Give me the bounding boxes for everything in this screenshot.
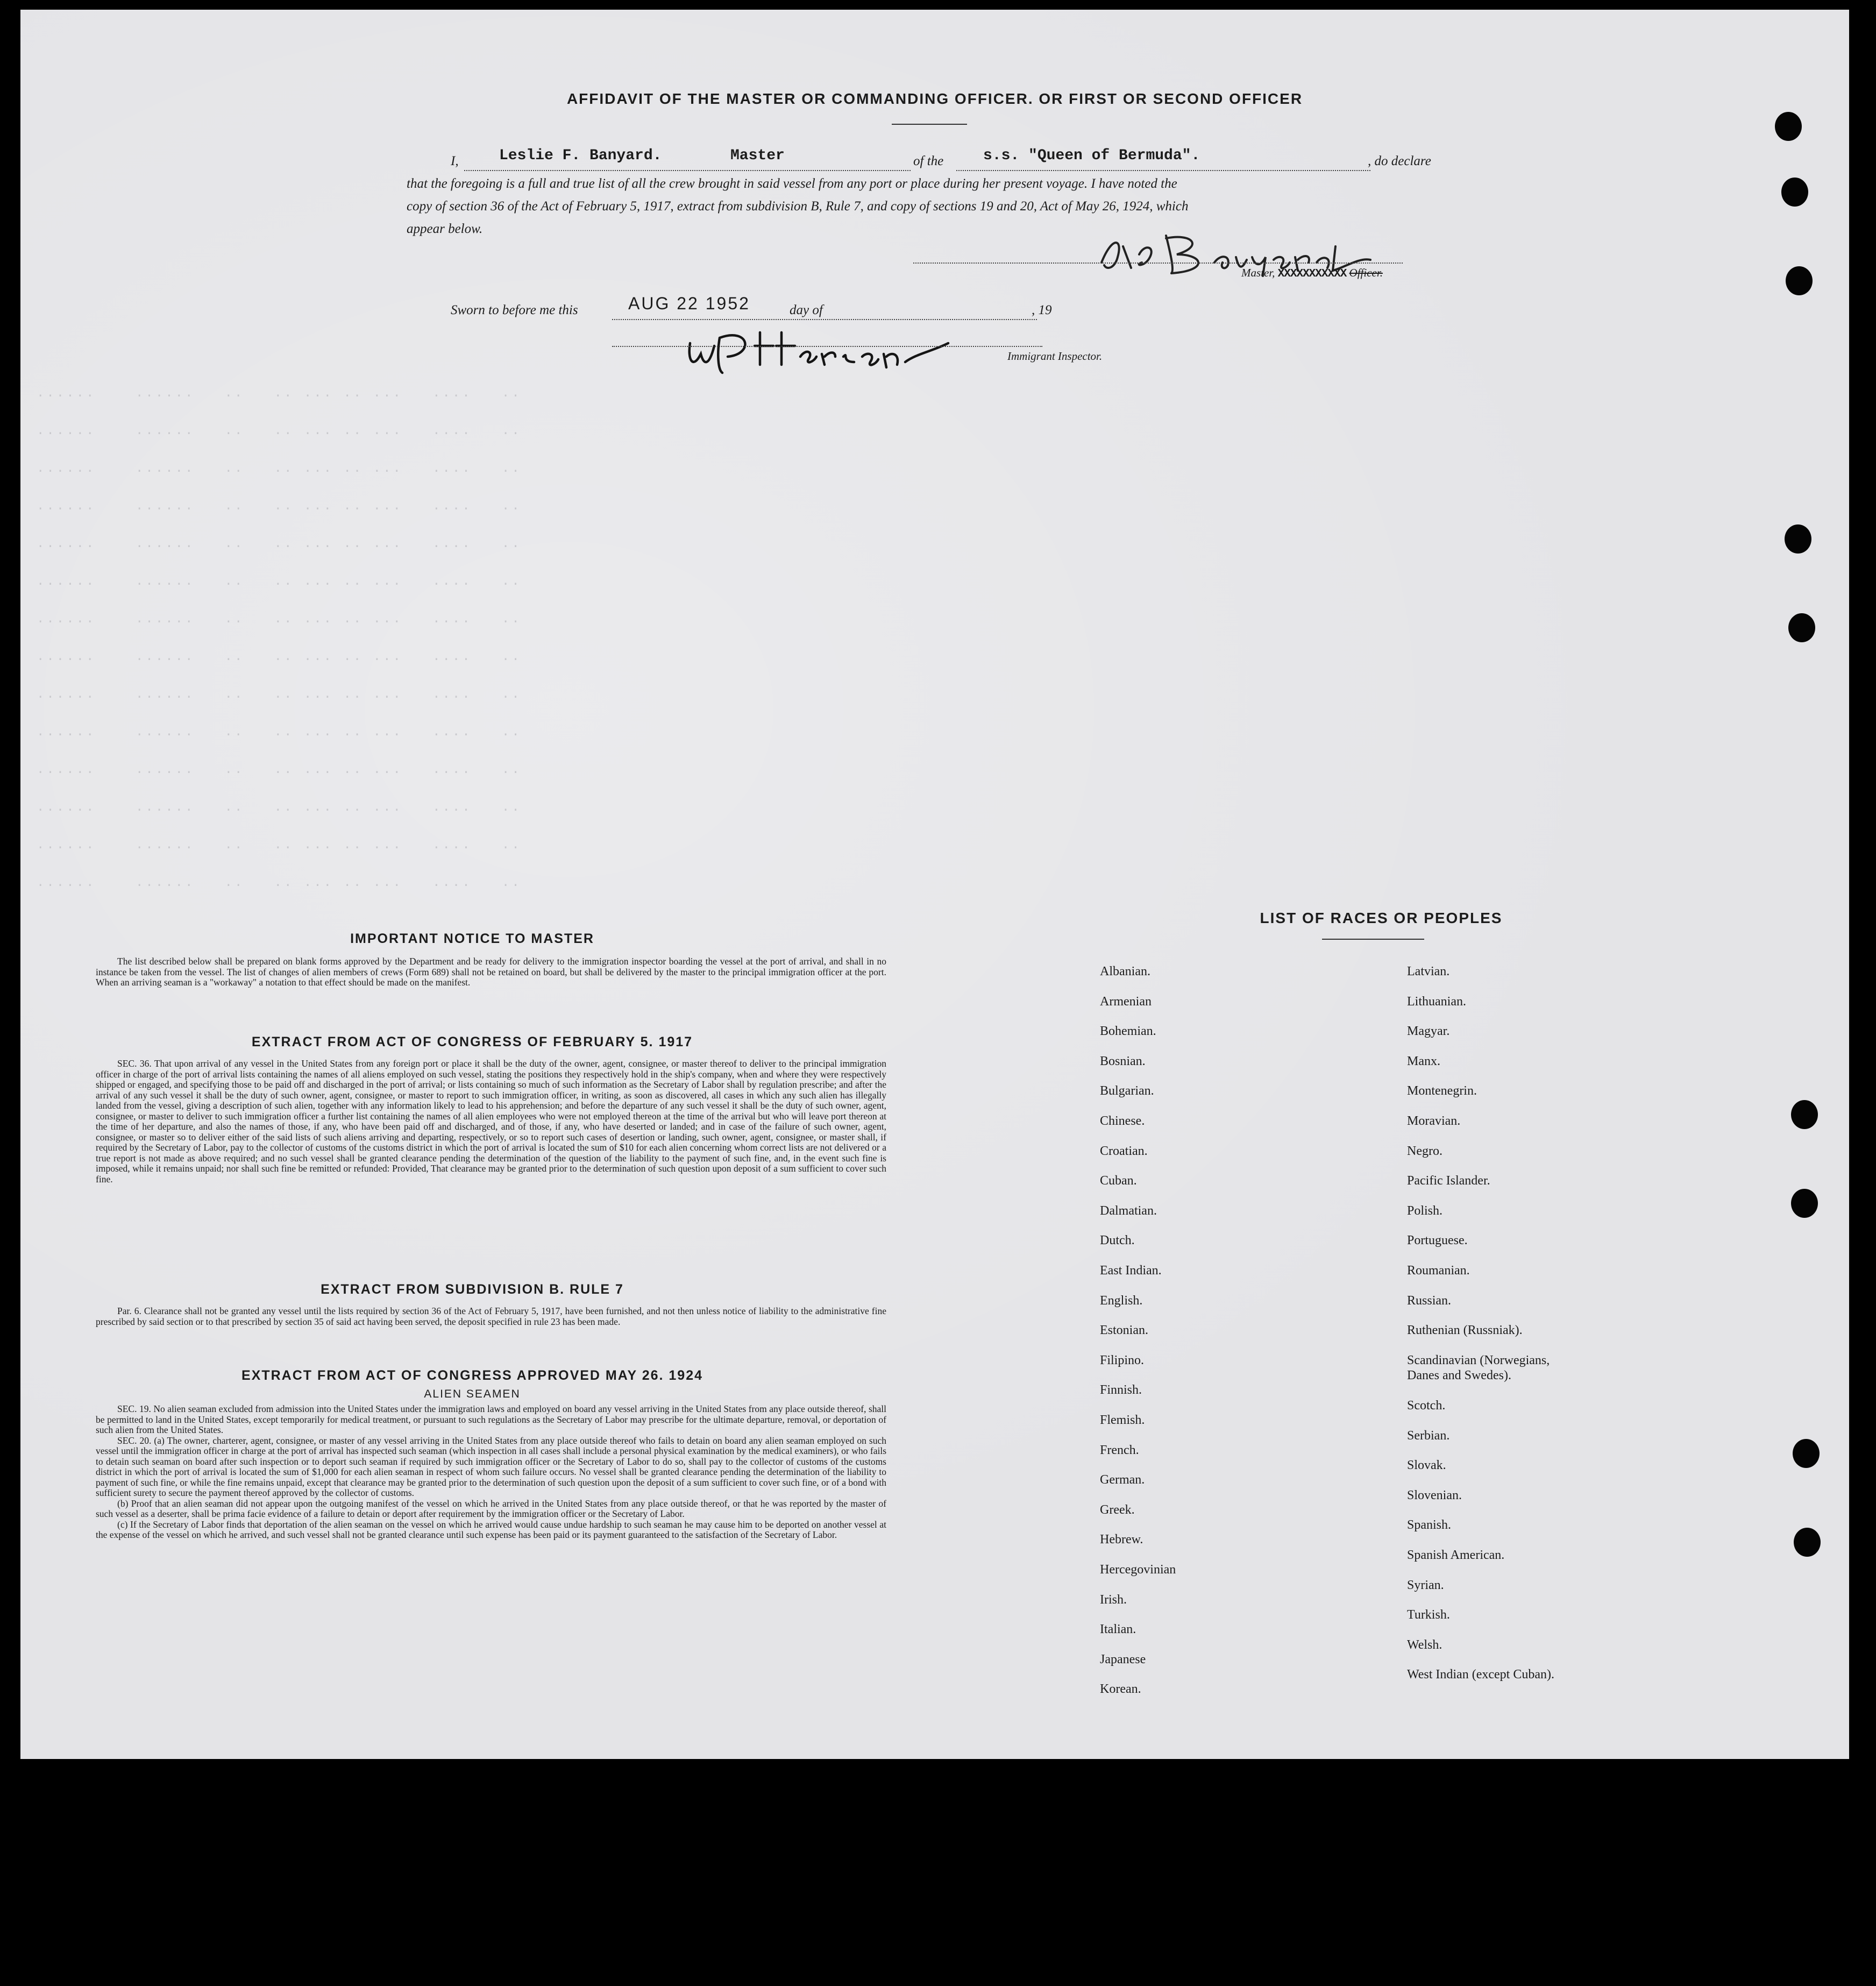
master-caption bbox=[1241, 266, 1383, 280]
punch-hole bbox=[1786, 266, 1813, 295]
race-item: Turkish. bbox=[1407, 1608, 1450, 1622]
master-signature-line bbox=[913, 263, 1403, 264]
race-item: Bosnian. bbox=[1100, 1054, 1146, 1068]
race-item: Japanese bbox=[1100, 1652, 1146, 1666]
master-caption-strike: XXXXXXXXXXX bbox=[1277, 268, 1347, 280]
race-item: Italian. bbox=[1100, 1622, 1136, 1637]
notice-title: IMPORTANT NOTICE TO MASTER bbox=[350, 931, 594, 946]
punch-hole bbox=[1791, 1100, 1818, 1129]
nineteen-label: , 19 bbox=[1032, 303, 1052, 317]
affidavit-i-prefix: I, bbox=[451, 154, 459, 168]
day-of-label: day of bbox=[790, 303, 823, 317]
race-item: Albanian. bbox=[1100, 964, 1150, 978]
notice-text: The list described below shall be prepared on blank forms approved by the Department and be ready for delivery to the immigration inspector boarding the vessel at the port of arrival, and shall in no instance be taken from the vessel. The list of changes of alien members of crews (Form 689) shall not be retained on board, but shall be delivered by the master to the principal immigration officer at the port. When an arriving seaman is a "workaway" a notation to that effect should be made on the manifest. bbox=[96, 956, 886, 988]
punch-hole bbox=[1775, 112, 1802, 141]
race-item: Negro. bbox=[1407, 1144, 1442, 1158]
master-caption-end: Officer. bbox=[1349, 266, 1383, 279]
extract-rule7-text: Par. 6. Clearance shall not be granted any vessel until the lists required by section 36 of the Act of February 5, 1917, have been furnished, and not then unless notice of liability to the administrative fine prescribed by said section or to that prescribed by section 35 of said act having been served, the deposit specified in rule 23 has been made. bbox=[96, 1306, 886, 1327]
punch-hole bbox=[1794, 1528, 1821, 1557]
sworn-line bbox=[612, 319, 1037, 320]
punch-hole bbox=[1793, 1439, 1820, 1468]
punch-hole bbox=[1785, 524, 1811, 554]
sec-20c-text: (c) If the Secretary of Labor finds that deportation of the alien seaman on the vessel on which he arrived would cause undue hardship to such seaman he may cause him to be deported on another vessel at the expense of the vessel on which he arrived, and such vessel shall not be granted clearance until such expense has been paid or its payment guaranteed to the satisfaction of the Secretary of Labor. bbox=[96, 1519, 886, 1540]
races-title-underline bbox=[1322, 939, 1424, 940]
extract-1924-subtitle: ALIEN SEAMEN bbox=[424, 1388, 521, 1400]
race-item: Moravian. bbox=[1407, 1114, 1461, 1128]
inspector-signature bbox=[679, 322, 970, 381]
race-item: Pacific Islander. bbox=[1407, 1174, 1490, 1188]
race-item: Serbian. bbox=[1407, 1428, 1450, 1443]
race-item: Korean. bbox=[1100, 1682, 1141, 1697]
race-item: Ruthenian (Russniak). bbox=[1407, 1323, 1523, 1338]
race-item: Manx. bbox=[1407, 1054, 1440, 1068]
race-item: Spanish. bbox=[1407, 1518, 1452, 1533]
race-item: Irish. bbox=[1100, 1592, 1127, 1607]
race-item: Roumanian. bbox=[1407, 1264, 1470, 1278]
extract-1917-title: EXTRACT FROM ACT OF CONGRESS OF FEBRUARY 5. 1917 bbox=[251, 1034, 693, 1049]
race-item: Polish. bbox=[1407, 1203, 1443, 1218]
race-item: Magyar. bbox=[1407, 1024, 1450, 1039]
races-title: LIST OF RACES OR PEOPLES bbox=[1260, 910, 1503, 926]
race-item: Slovak. bbox=[1407, 1458, 1446, 1473]
punch-hole bbox=[1781, 178, 1808, 207]
race-item: French. bbox=[1100, 1443, 1139, 1457]
date-stamp: AUG 22 1952 bbox=[628, 294, 750, 313]
race-item: West Indian (except Cuban). bbox=[1407, 1668, 1554, 1682]
race-item: Danes and Swedes). bbox=[1407, 1368, 1511, 1383]
race-item: Finnish. bbox=[1100, 1383, 1142, 1398]
title-underline bbox=[892, 124, 967, 125]
inspector-line bbox=[612, 346, 1042, 347]
master-name: Leslie F. Banyard. bbox=[499, 147, 662, 164]
race-item: Montenegrin. bbox=[1407, 1084, 1477, 1098]
name-line bbox=[464, 170, 911, 171]
race-item: Croatian. bbox=[1100, 1144, 1148, 1158]
race-item: Cuban. bbox=[1100, 1174, 1137, 1188]
master-caption-start: Master, bbox=[1241, 266, 1275, 279]
race-item: Portuguese. bbox=[1407, 1233, 1468, 1248]
sworn-label: Sworn to before me this bbox=[451, 303, 578, 317]
sec-19-text: SEC. 19. No alien seaman excluded from admission into the United States under the immigration laws and employed on board any vessel arriving in the United States from any place outside thereof, shall be permitted to land in the United States, except temporarily for medical treatment, or pursuant to such regulations as the Secretary of Labor may prescribe for the ultimate departure, removal, or deportation of such alien from the United States. bbox=[96, 1403, 886, 1435]
affidavit-body-line-2: copy of section 36 of the Act of February 5, 1917, extract from subdivision B, Rule 7, and copy of sections 19 and 20, Act of May 26, 1924, which bbox=[407, 199, 1189, 214]
do-declare-label: , do declare bbox=[1368, 154, 1431, 168]
race-item: Latvian. bbox=[1407, 964, 1450, 978]
race-item: Greek. bbox=[1100, 1502, 1135, 1517]
race-item: German. bbox=[1100, 1473, 1145, 1487]
race-item: East Indian. bbox=[1100, 1264, 1162, 1278]
race-item: English. bbox=[1100, 1293, 1143, 1308]
race-item: Filipino. bbox=[1100, 1353, 1145, 1367]
sec-20b-text: (b) Proof that an alien seaman did not appear upon the outgoing manifest of the vessel on which he arrived in the United States from any place outside thereof, or that he was reported by the master of such vessel as a deserter, shall be prima facie evidence of a failure to detain or deport after requirement by the immigration officer or the Secretary of Labor. bbox=[96, 1498, 886, 1519]
sec-20a-text: SEC. 20. (a) The owner, charterer, agent, consignee, or master of any vessel arriving in the United States from any place outside thereof who fails to detain on board any alien seaman employed on such vessel until the immigration officer in charge at the port of arrival has inspected such seaman (which inspection in all cases shall include a personal physical examination by the medical examiners), or who fails to detain such seaman on board after such inspection or to deport such seaman if required by such immigration officer or the Secretary of Labor to do so, shall pay to the collector of customs of the customs district in which the port of arrival is located the sum of $1,000 for each alien seaman in respect of whom such failure occurs. No vessel shall be granted clearance pending the determination of the liability to payment of such fine, or while the fine remains unpaid, except that clearance may be granted prior to the determination of such question upon the deposit of a sum sufficient to cover such fine, or of a bond with sufficient surety to secure the payment thereof approved by the collector of customs. bbox=[96, 1435, 886, 1498]
race-item: Welsh. bbox=[1407, 1637, 1442, 1652]
punch-hole bbox=[1791, 1189, 1818, 1218]
affidavit-title: AFFIDAVIT OF THE MASTER OR COMMANDING OFFICER. OR FIRST OR SECOND OFFICER bbox=[566, 90, 1303, 107]
race-item: Bohemian. bbox=[1100, 1024, 1156, 1039]
vessel-name: s.s. "Queen of Bermuda". bbox=[983, 147, 1200, 164]
race-item: Dutch. bbox=[1100, 1233, 1135, 1248]
extract-1917-text: SEC. 36. That upon arrival of any vessel in the United States from any foreign port or place it shall be the duty of the owner, agent, consignee, or master thereof to deliver to the principal immigration officer in charge of the port of arrival lists containing the names of all aliens employed on such vessel, stating the positions they respectively hold in the ship's company, when and where they were respectively shipped or engaged, and specifying those to be paid off and discharged in the port of arrival; or lists containing so much of such information as the Secretary of Labor shall by regulation prescribe; and after the arrival of any such vessel it shall be the duty of such owner, agent, consignee, or master to report to such immigration officer, in writing, as soon as discovered, all cases in which any such alien has illegally landed from the vessel, giving a description of such alien, together with any information likely to lead to his apprehension; and before the departure of any such vessel it shall be the duty of such owner, agent, consignee, or master to deliver to such immigration officer a further list containing the names of all alien employees who were not employed thereon at the time of the arrival but who will leave port thereon at the time of her departure, and also the names of those, if any, who have been paid off and discharged, and of those, if any, who have deserted or landed; and in case of the failure of such owner, agent, consignee, or master so to deliver either of the said lists of such aliens arriving and departing, respectively, or so to report such cases of desertion or landing, such owner, agent, consignee, or master shall, if required by the Secretary of Labor, pay to the collector of customs of the customs district in which the port of arrival is located the sum of $10 for each alien concerning whom correct lists are not delivered or a true report is not made as above required; and no such vessel shall be granted clearance pending the determination of the question of the liability to the payment of such fine, and, in the event such fine is imposed, while it remains unpaid; nor shall such fine be remitted or refunded: Provided, That clearance may be granted prior to the determination of such question upon deposit of a sum sufficient to cover such fine. bbox=[96, 1058, 886, 1184]
race-item: Hercegovinian bbox=[1100, 1563, 1176, 1577]
race-item: Dalmatian. bbox=[1100, 1203, 1157, 1218]
extract-1924-title: EXTRACT FROM ACT OF CONGRESS APPROVED MAY 26. 1924 bbox=[241, 1368, 704, 1383]
race-item: Flemish. bbox=[1100, 1413, 1145, 1427]
race-item: Estonian. bbox=[1100, 1323, 1148, 1338]
master-rank: Master bbox=[730, 147, 785, 164]
race-item: Slovenian. bbox=[1407, 1488, 1462, 1502]
vessel-line bbox=[956, 170, 1370, 171]
extract-1924-text bbox=[96, 1404, 886, 1541]
of-the-label: of the bbox=[913, 154, 944, 168]
punch-hole bbox=[1788, 613, 1815, 642]
race-item: Spanish American. bbox=[1407, 1548, 1505, 1562]
extract-rule7-title: EXTRACT FROM SUBDIVISION B. RULE 7 bbox=[321, 1282, 624, 1297]
race-item: Syrian. bbox=[1407, 1578, 1444, 1592]
race-item: Armenian bbox=[1100, 994, 1152, 1009]
document-page: ...... ...... .. .. ... .. ... .... .. ...... ...... .. .. ... .. ... .... .. ...... ...... .. .. ... .. ... .... .. ...... ...... .. .. ... .. ... .... .. ...... ...... .. .. ... .. ... .... .. ...... ...... .. .. ... .. ... .... .. ...... ...... .. .. ... .. ... .... .. ...... ...... .. .. ... .. ... .... .. ...... ...... .. .. ... .. ... .... .. ...... ...... .. .. ... .. ... .... .. ...... ...... .. .. ... .. ... .... .. ...... ...... .. .. ... .. ... .... .. ...... ...... .. .. ... .. ... .... .. ...... ...... .. .. ... .. ... .... .. AFFIDAVIT OF THE MASTER OR COMMANDING OFFICER. OR FIRST OR SECOND OFFICER I, Leslie F. Banyard. Master of the s.s. "Queen of Bermuda". , do declare that the foregoing is a full and true list of all the crew brought in said vessel from any port or place during her present voyage. I have noted the copy of section 36 of the Act of February 5, 1917, extract from subdivision B, Rule 7, and copy of sections 19 and 20, Act of May 26, 1924, which appear below. Master, XXXXXXXXXXX Officer. Sworn to before me this AUG 22 1952 day of , 19 Immigrant Inspector. IMPORTANT NOTICE TO MASTER The list described below shall be prepared on blank forms approved by the Department and be ready for delivery to the immigration inspector boarding the vessel at the port of arrival, and shall in no instance be taken from the vessel. The list of changes of alien members of crews (Form 689) shall not be retained on board, but shall be delivered by the master to the principal immigration officer at the port. When an arriving seaman is a "workaway" a notation to that effect should be made on the manifest. EXTRACT FROM ACT OF CONGRESS OF FEBRUARY 5. 1917 SEC. 36. That upon arrival of any vessel in the United States from any foreign port or place it shall be the duty of the owner, agent, consignee, or master thereof to deliver to the principal immigration officer in charge of the port of arrival lists containing the names of all aliens employed on such vessel, stating the positions they respectively hold in the ship's company, when and where they were respectively shipped or engaged, and specifying those to be paid off and discharged in the port of arrival; or lists containing so much of such information as the Secretary of Labor shall by regulation prescribe; and after the arrival of any such vessel it shall be the duty of such owner, agent, consignee, or master to report to such immigration officer, in writing, as soon as discovered, all cases in which any such alien has illegally landed from the vessel, giving a description of such alien, together with any information likely to lead to his apprehension; and before the departure of any such vessel it shall be the duty of such owner, agent, consignee, or master to deliver to such immigration officer a further list containing the names of all alien employees who were not employed thereon at the time of the arrival but who will leave port thereon at the time of her departure, and also the names of those, if any, who have been paid off and discharged, and of those, if any, who have deserted or landed; and in case of the failure of such owner, agent, consignee, or master so to deliver either of the said lists of such aliens arriving and departing, respectively, or so to report such cases of desertion or landing, such owner, agent, consignee, or master shall, if required by the Secretary of Labor, pay to the collector of customs of the customs district in which the port of arrival is located the sum of $10 for each alien concerning whom correct lists are not delivered or a true report is not made as above required; and no such vessel shall be granted clearance pending the determination of the question of the liability to the payment of such fine, and, in the event such fine is imposed, while it remains unpaid; nor shall such fine be remitted or refunded: Provided, That clearance may be granted prior to the determination of such question upon deposit of a sum sufficient to cover such fine. EXTRACT FROM SUBDIVISION B. RULE 7 Par. 6. Clearance shall not be granted any vessel until the lists required by section 36 of the Act of February 5, 1917, have been furnished, and not then unless notice of liability to the administrative fine prescribed by said section or to that prescribed by section 35 of said act having been served, the deposit specified in rule 23 has been made. EXTRACT FROM ACT OF CONGRESS APPROVED MAY 26. 1924 ALIEN SEAMEN SEC. 19. No alien seaman excluded from admission into the United States under the immigration laws and employed on board any vessel arriving in the United States from any place outside thereof, shall be permitted to land in the United States, except temporarily for medical treatment, or pursuant to such regulations as the Secretary of Labor may prescribe for the ultimate departure, removal, or deportation of such alien from the United States. SEC. 20. (a) The owner, charterer, agent, consignee, or master of any vessel arriving in the United States from any place outside thereof who fails to detain on board any alien seaman employed on such vessel until the immigration officer in charge at the port of arrival has inspected such seaman (which inspection in all cases shall include a personal physical examination by the medical examiners), or who fails to detain such seaman on board after such inspection or to deport such seaman if required by such immigration officer or the Secretary of Labor to do so, shall pay to the collector of customs of the customs district in which the port of arrival is located the sum of $1,000 for each alien seaman in respect of whom such failure occurs. No vessel shall be granted clearance pending the determination of the liability to payment of such fine, or while the fine remains unpaid, except that clearance may be granted prior to the determination of such question upon the deposit of a sum sufficient to cover such fine, or of a bond with sufficient surety to secure the payment thereof approved by the collector of customs. (b) Proof that an alien seaman did not appear upon the outgoing manifest of the vessel on which he arrived in the United States from any place outside thereof, or that he was reported by the master of such vessel as a deserter, shall be prima facie evidence of a failure to detain or deport after requirement by the immigration officer or the Secretary of Labor. (c) If the Secretary of Labor finds that deportation of the alien seaman on the vessel on which he arrived would cause undue hardship to such seaman he may cause him to be deported on another vessel at the expense of the vessel on which he arrived, and such vessel shall not be granted clearance until such expense has been paid or its payment guaranteed to the satisfaction of the Secretary of Labor. LIST OF RACES OR PEOPLES Albanian. Armenian Bohemian. Bosnian. Bulgarian. Chinese. Croatian. Cuban. Dalmatian. Dutch. East Indian. English. Estonian. Filipino. Finnish. Flemish. French. German. Greek. Hebrew. Hercegovinian Irish. Italian. Japanese Korean. Latvian. Lithuanian. Magyar. Manx. Montenegrin. Moravian. Negro. Pacific Islander. Polish. Portuguese. Roumanian. Russian. Ruthenian (Russniak). Scandinavian (Norwegians, Danes and Swedes). Scotch. Serbian. Slovak. Slovenian. Spanish. Spanish American. Syrian. Turkish. Welsh. West Indian (except Cuban). bbox=[20, 10, 1849, 1759]
race-item: Chinese. bbox=[1100, 1114, 1145, 1128]
race-item: Russian. bbox=[1407, 1293, 1452, 1308]
race-item: Scandinavian (Norwegians, bbox=[1407, 1353, 1550, 1367]
race-item: Lithuanian. bbox=[1407, 994, 1466, 1009]
inspector-label: Immigrant Inspector. bbox=[1007, 350, 1103, 363]
race-item: Scotch. bbox=[1407, 1399, 1446, 1413]
affidavit-body-line-1: that the foregoing is a full and true list of all the crew brought in said vessel from any port or place during her present voyage. I have noted the bbox=[407, 176, 1177, 191]
race-item: Bulgarian. bbox=[1100, 1084, 1154, 1098]
affidavit-body-line-3: appear below. bbox=[407, 222, 483, 236]
race-item: Hebrew. bbox=[1100, 1533, 1143, 1547]
